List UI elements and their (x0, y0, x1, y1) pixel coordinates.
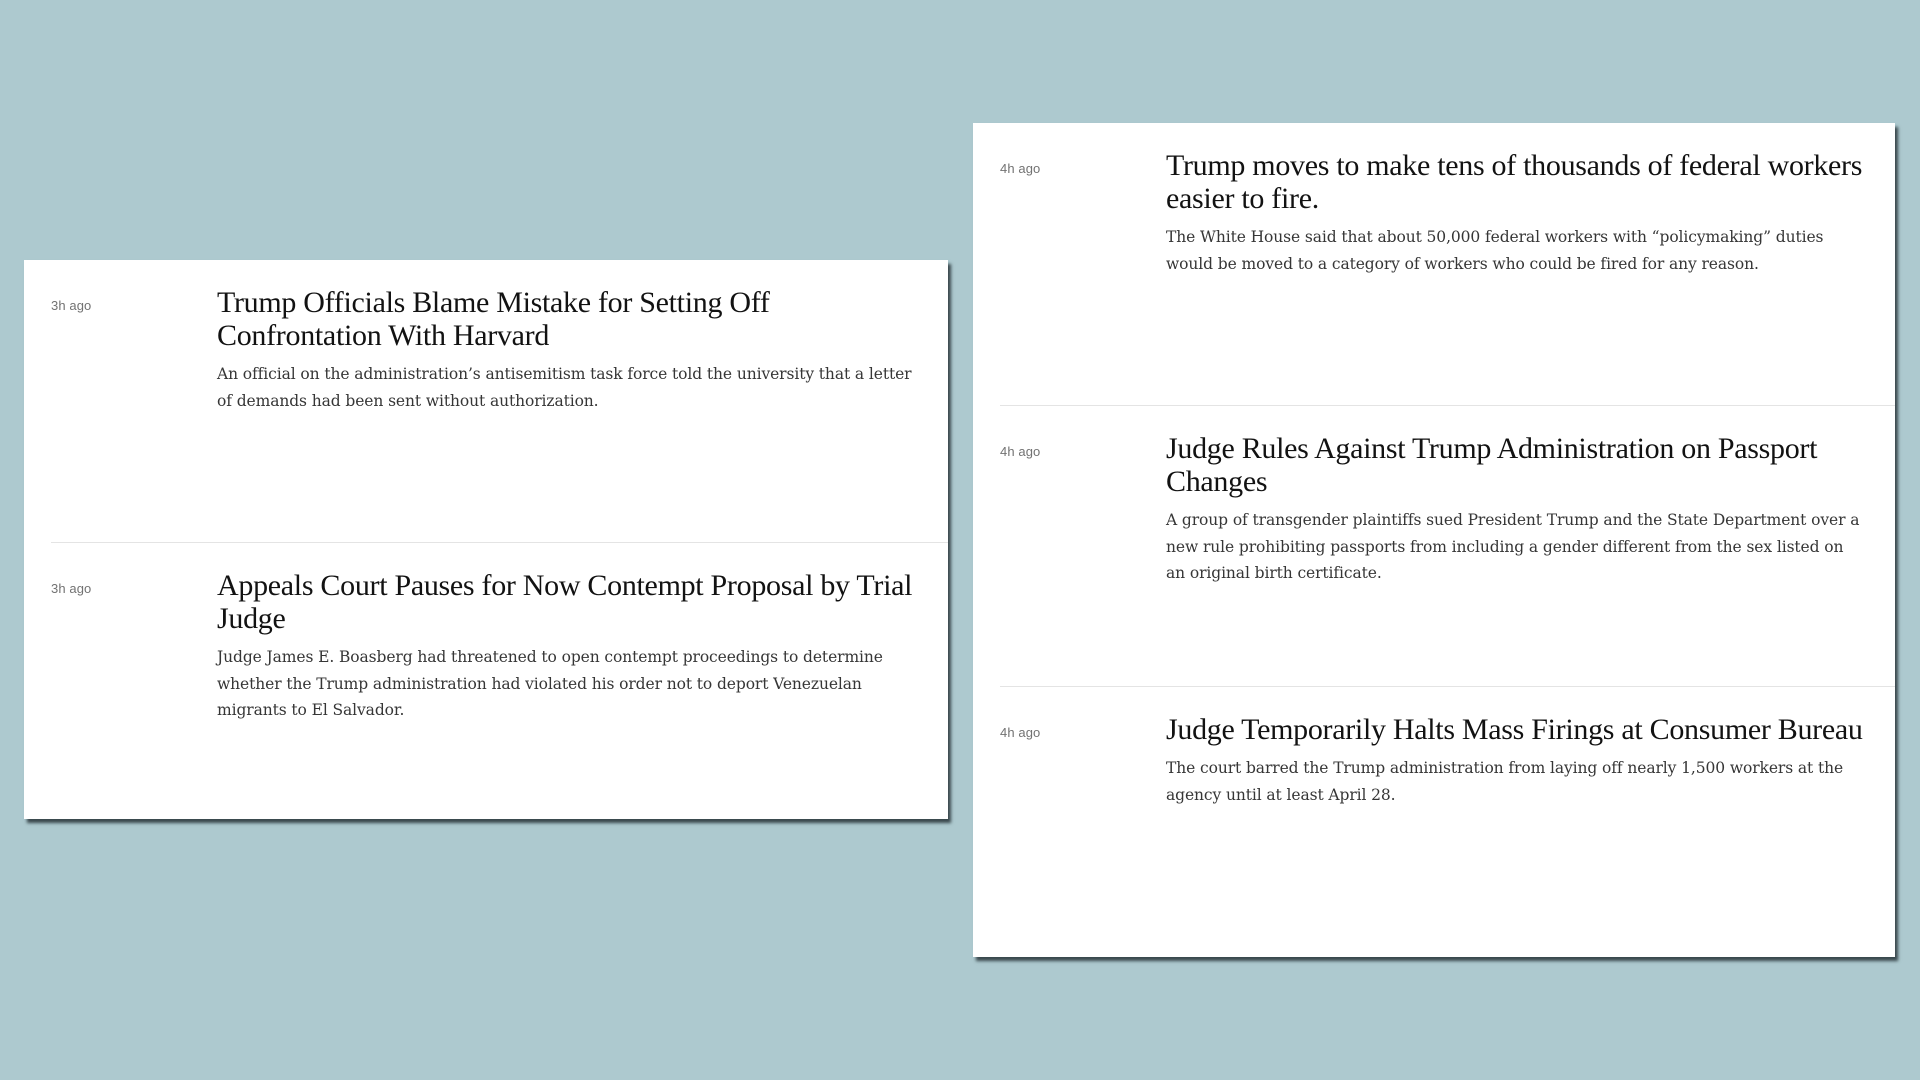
story-timestamp: 3h ago (51, 581, 92, 596)
story-headline-link[interactable]: Judge Rules Against Trump Administration on Passport Changes (1166, 432, 1818, 498)
story-summary: An official on the administration’s antisemitism task force told the university that a letter of demands had been sent without authorization. (217, 365, 912, 410)
story-headline-link[interactable]: Appeals Court Pauses for Now Contempt Proposal by Trial Judge (217, 569, 913, 635)
story-summary: A group of transgender plaintiffs sued President Trump and the State Department over a new rule prohibiting passports from including a gender different from the sex listed on an original birth certificate. (1166, 511, 1860, 582)
story-item[interactable] (51, 260, 948, 542)
story-body (217, 569, 917, 724)
story-item[interactable] (51, 542, 948, 823)
story-summary: The court barred the Trump administration from laying off nearly 1,500 workers at the agency until at least April 28. (1166, 759, 1844, 804)
story-summary: The White House said that about 50,000 federal workers with “policymaking” duties would be moved to a category of workers who could be fired for any reason. (1166, 228, 1824, 273)
story-timestamp: 4h ago (1000, 444, 1041, 459)
news-panel-right (973, 123, 1895, 957)
story-body (217, 286, 917, 414)
story-headline-link[interactable]: Trump Officials Blame Mistake for Setting Off Confrontation With Harvard (217, 286, 770, 352)
story-summary: Judge James E. Boasberg had threatened to open contempt proceedings to determine whether the Trump administration had violated his order not to deport Venezuelan migrants to El Salvador. (217, 648, 883, 719)
story-body (1166, 432, 1866, 587)
story-item[interactable] (1000, 405, 1895, 686)
story-headline-link[interactable]: Trump moves to make tens of thousands of federal workers easier to fire. (1166, 149, 1863, 215)
story-item[interactable] (1000, 123, 1895, 405)
story-body (1166, 149, 1866, 277)
story-timestamp: 4h ago (1000, 725, 1041, 740)
story-timestamp: 4h ago (1000, 161, 1041, 176)
story-item[interactable] (1000, 686, 1895, 967)
story-body (1166, 713, 1866, 808)
story-timestamp: 3h ago (51, 298, 92, 313)
story-headline-link[interactable]: Judge Temporarily Halts Mass Firings at Consumer Bureau (1166, 713, 1863, 746)
news-panel-left (24, 260, 948, 819)
